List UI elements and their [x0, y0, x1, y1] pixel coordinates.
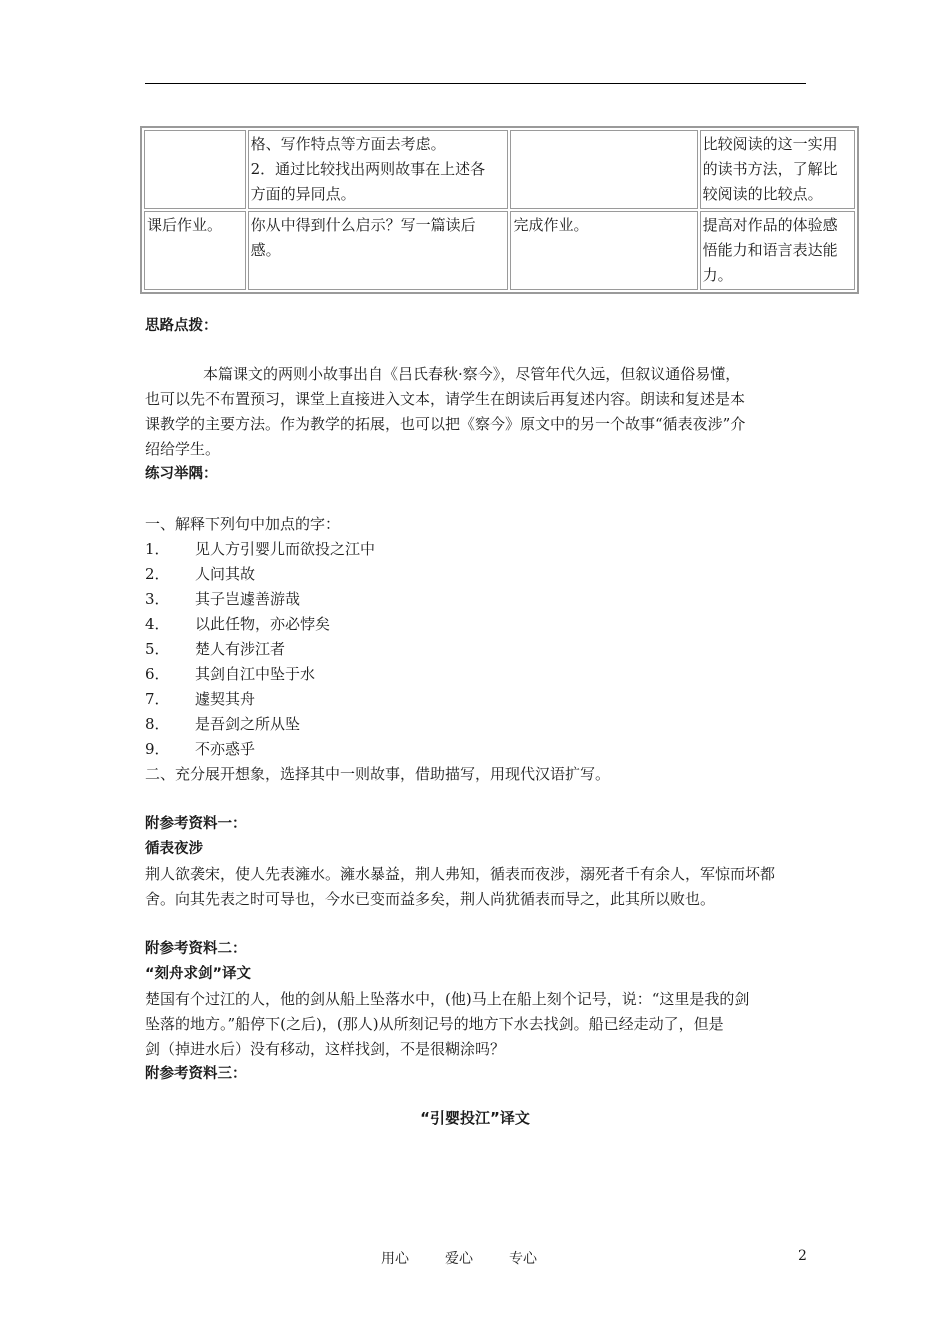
- list-item: 3． 其子岂遽善游哉: [145, 590, 301, 608]
- footer-word: 用心: [381, 1251, 409, 1267]
- table-cell: [700, 130, 855, 209]
- paragraph-line: 绍给学生。: [145, 440, 221, 458]
- question-one: 一、解释下列句中加点的字：: [145, 515, 341, 533]
- section-subheading: 循表夜涉: [145, 841, 203, 857]
- lesson-plan-table: [140, 126, 859, 294]
- section-heading: 思路点拨：: [145, 318, 218, 334]
- footer-word: 专心: [509, 1251, 537, 1267]
- table-cell: [248, 211, 509, 290]
- list-item: 2． 人问其故: [145, 565, 256, 583]
- header-rule: [145, 83, 806, 84]
- cell-line: 方面的异同点。: [250, 185, 356, 203]
- approach-paragraph: [145, 362, 810, 487]
- section-heading: 附参考资料一：: [145, 816, 247, 832]
- paragraph-line: 荆人欲袭宋，使人先表澭水。澭水暴益，荆人弗知，循表而夜涉，溺死者千有余人，军惊而坏都: [145, 865, 776, 883]
- list-item: 7． 遽契其舟: [145, 690, 256, 708]
- list-item: 6． 其剑自江中坠于水: [145, 665, 316, 683]
- footer-motto: [381, 1248, 573, 1268]
- reference-three-title: “引婴投江”译文: [420, 1109, 530, 1127]
- cell-line: 悟能力和语言表达能: [702, 241, 838, 259]
- cell-line: 2．通过比较找出两则故事在上述各: [250, 160, 486, 178]
- exercise-section: [145, 512, 810, 787]
- list-item: 8． 是吾剑之所从坠: [145, 715, 301, 733]
- section-heading: 附参考资料三：: [145, 1066, 247, 1082]
- list-item: 5． 楚人有涉江者: [145, 640, 286, 658]
- table-row: [144, 130, 855, 209]
- page-number: 2: [798, 1248, 807, 1264]
- paragraph-line: 舍。向其先表之时可导也，今水已变而益多矣，荆人尚犹循表而导之，此其所以败也。: [145, 890, 716, 908]
- cell-line: 比较阅读的这一实用: [702, 135, 838, 153]
- paragraph-line: 也可以先不布置预习，课堂上直接进入文本，请学生在朗读后再复述内容。朗读和复述是本: [145, 390, 746, 408]
- cell-line: 的读书方法，了解比: [702, 160, 838, 178]
- paragraph-line: 本篇课文的两则小故事出自《吕氏春秋·察今》，尽管年代久远，但叙议通俗易懂，: [203, 365, 741, 383]
- table-cell: [144, 130, 246, 209]
- paragraph-line: 楚国有个过江的人，他的剑从船上坠落水中，(他)马上在船上刻个记号，说：“这里是我的剑: [145, 990, 750, 1008]
- paragraph-line: 坠落的地方。”船停下(之后)，(那人)从所刻记号的地方下水去找剑。船已经走动了，但是: [145, 1015, 724, 1033]
- section-approach: [145, 314, 810, 339]
- list-item: 9． 不亦惑乎: [145, 740, 256, 758]
- section-heading: 附参考资料二：: [145, 941, 247, 957]
- section-subheading: “刻舟求剑”译文: [145, 966, 252, 982]
- question-two: 二、充分展开想象，选择其中一则故事，借助描写，用现代汉语扩写。: [145, 765, 611, 783]
- table-cell: 课后作业。: [144, 211, 246, 290]
- table-row: [144, 211, 855, 290]
- list-item: 4． 以此任物，亦必悖矣: [145, 615, 331, 633]
- section-heading: 练习举隅：: [145, 466, 218, 482]
- table-cell: [248, 130, 509, 209]
- cell-line: 格、写作特点等方面去考虑。: [250, 135, 446, 153]
- table-cell: [700, 211, 855, 290]
- cell-line: 提高对作品的体验感: [702, 216, 838, 234]
- reference-one: [145, 812, 810, 912]
- cell-line: 力。: [702, 266, 733, 284]
- list-item: 1． 见人方引婴儿而欲投之江中: [145, 540, 376, 558]
- cell-line: 你从中得到什么启示？写一篇读后: [250, 216, 476, 234]
- table-cell: [510, 130, 697, 209]
- reference-two: [145, 937, 810, 1087]
- cell-line: 感。: [250, 241, 281, 259]
- table-cell: 完成作业。: [510, 211, 697, 290]
- footer-word: 爱心: [445, 1251, 473, 1267]
- cell-line: 较阅读的比较点。: [702, 185, 823, 203]
- paragraph-line: 剑（掉进水后）没有移动，这样找剑，不是很糊涂吗？: [145, 1040, 506, 1058]
- paragraph-line: 课教学的主要方法。作为教学的拓展，也可以把《察今》原文中的另一个故事“循表夜涉”介: [145, 415, 746, 433]
